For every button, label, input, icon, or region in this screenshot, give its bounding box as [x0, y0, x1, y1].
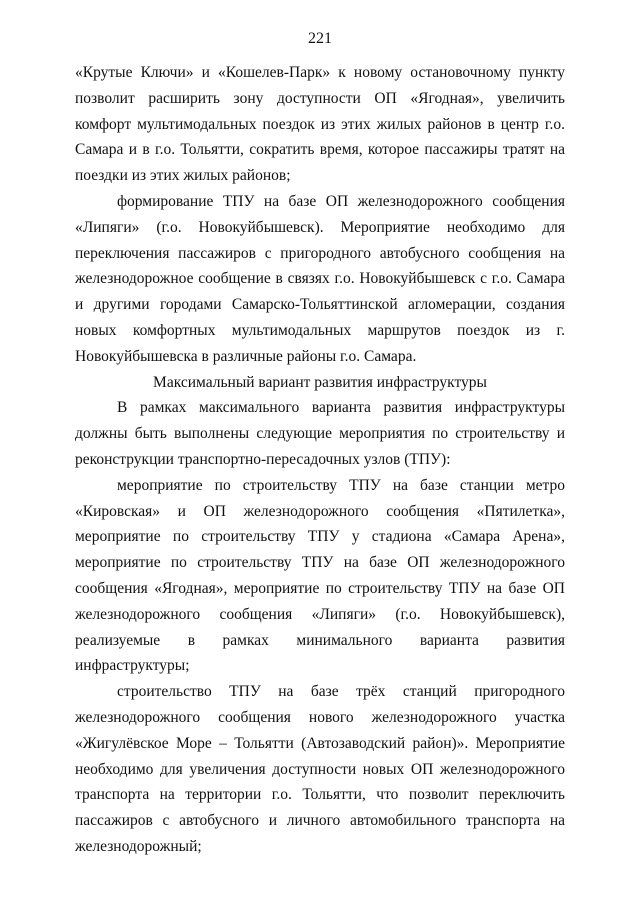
document-body [75, 60, 565, 860]
paragraph-continuation: «Крутые Ключи» и «Кошелев-Парк» к новому остановочному пункту позволит расширить зону доступности ОП «Ягодная», увеличить комфорт мультимодальных поездок из этих жилых районов в центр г.о. Самара и в г.о. Тольятти, сократить время, которое пассажиры тратят на поездки из этих жилых районов; [75, 64, 565, 185]
paragraph-measures-list: мероприятие по строительству ТПУ на базе станции метро «Кировская» и ОП железнодорожного сообщения «Пятилетка», мероприятие по строительству ТПУ у стадиона «Самара Арена», мероприятие по строительству ТПУ на базе ОП железнодорожного сообщения «Ягодная», мероприятие по строительству ТПУ на базе ОП железнодорожного сообщения «Липяги» (г.о. Новокуйбышевск), реализуемые в рамках минимального варианта развития инфраструктуры; [75, 476, 565, 675]
paragraph-lipyagi-tpu: формирование ТПУ на базе ОП железнодорожного сообщения «Липяги» (г.о. Новокуйбышевск). Мероприятие необходимо для переключения пассажиров с пригородного автобусного сообщения на железнодорожное сообщение в связях г.о. Новокуйбышевск с г.о. Самара и другими городами Самарско-Тольяттинской агломерации, создания новых комфортных мультимодальных маршрутов поездок из г. Новокуйбышевска в различные районы г.о. Самара. [75, 192, 565, 365]
paragraph-intro: В рамках максимального варианта развития инфраструктуры должны быть выполнены следующие мероприятия по строительству и реконструкции транспортно-пересадочных узлов (ТПУ): [75, 399, 565, 468]
section-heading: Максимальный вариант развития инфраструктуры [153, 373, 487, 391]
page-number: 221 [308, 30, 332, 47]
paragraph-three-stations: строительство ТПУ на базе трёх станций пригородного железнодорожного сообщения нового железнодорожного участка «Жигулёвское Море – Тольятти (Автозаводский район)». Мероприятие необходимо для увеличения доступности новых ОП железнодорожного транспорта на территории г.о. Тольятти, что позволит переключить пассажиров с автобусного и личного автомобильного транспорта на железнодорожный; [75, 683, 565, 855]
